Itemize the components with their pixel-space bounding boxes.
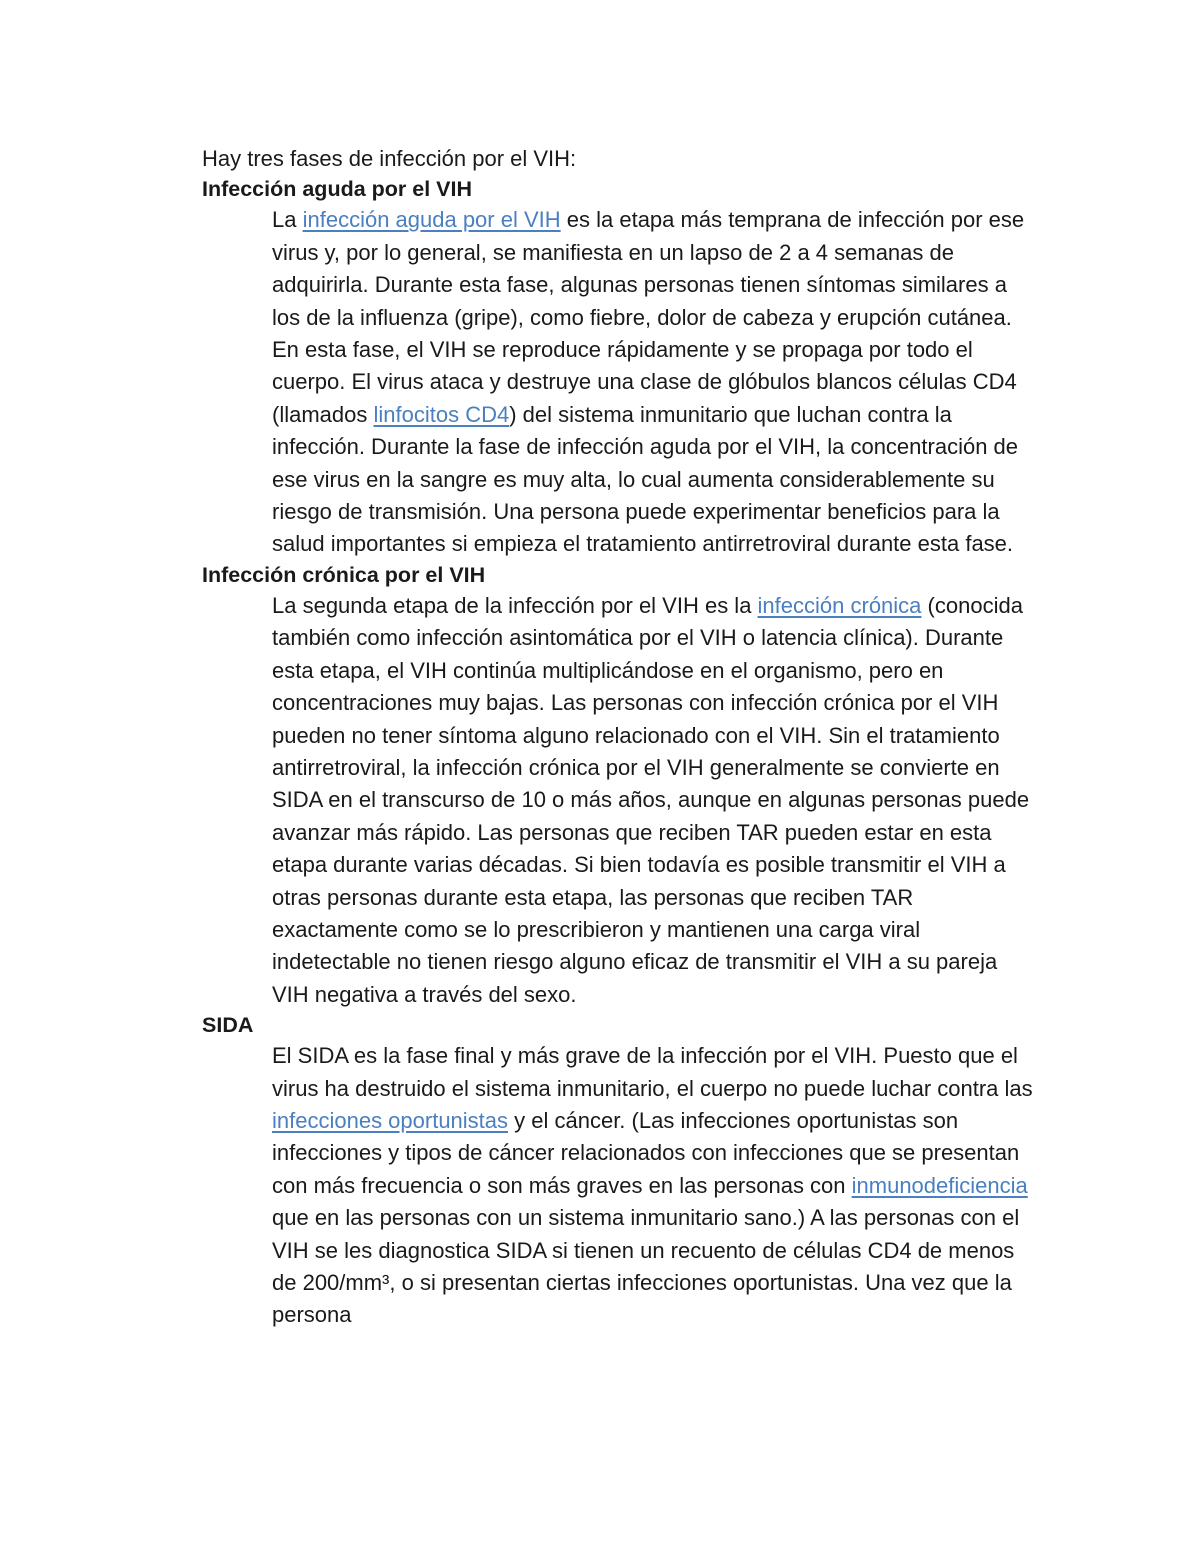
section-paragraph-sida <box>272 1040 1037 1332</box>
section-heading-acute: Infección aguda por el VIH <box>202 177 472 202</box>
section-heading-sida: SIDA <box>202 1013 254 1038</box>
link-infeccion-aguda[interactable]: infección aguda por el VIH <box>302 207 561 233</box>
paragraph-text: ) del sistema inmunitario que luchan contra la infección. Durante la fase de infección aguda por el VIH, la concentración de ese virus en la sangre es muy alta, lo cual aumenta considerablemente su riesgo de transmisión. Una persona puede experimentar beneficios para la salud importantes si empieza el tratamiento antirretroviral durante esta fase. <box>272 401 1019 557</box>
paragraph-text: La <box>272 207 303 233</box>
document-body <box>202 143 1042 1332</box>
intro-text: Hay tres fases de infección por el VIH: <box>202 146 577 171</box>
paragraph-text: y el cáncer. (Las infecciones oportunistas son infecciones y tipos de cáncer relacionados con infecciones que se presentan con más frecuencia o son más graves en las personas con <box>272 1107 1020 1198</box>
section-chronic <box>202 561 1042 1011</box>
link-inmunodeficiencia[interactable]: inmunodeficiencia <box>851 1172 1028 1198</box>
link-infeccion-cronica[interactable]: infección crónica <box>757 592 922 618</box>
section-heading-chronic: Infección crónica por el VIH <box>202 562 486 587</box>
link-linfocitos-cd4[interactable]: linfocitos CD4 <box>373 401 510 427</box>
section-acute <box>202 175 1042 560</box>
section-sida <box>202 1011 1042 1332</box>
paragraph-text: (conocida también como infección asintomática por el VIH o latencia clínica). Durante esta etapa, el VIH continúa multiplicándose en el organismo, pero en concentraciones muy bajas. Las personas con infección crónica por el VIH pueden no tener síntoma alguno relacionado con el VIH. Sin el tratamiento antirretroviral, la infección crónica por el VIH generalmente se convierte en SIDA en el transcurso de 10 o más años, aunque en algunas personas puede avanzar más rápido. Las personas que reciben TAR pueden estar en esta etapa durante varias décadas. Si bien todavía es posible transmitir el VIH a otras personas durante esta etapa, las personas que reciben TAR exactamente como se lo prescribieron y mantienen una carga viral indetectable no tienen riesgo alguno eficaz de transmitir el VIH a su pareja VIH negativa a través del sexo. <box>272 592 1030 1007</box>
paragraph-text: que en las personas con un sistema inmunitario sano.) A las personas con el VIH se les diagnostica SIDA si tienen un recuento de células CD4 de menos de 200/mm³, o si presentan ciertas infecciones oportunistas. Una vez que la persona <box>272 1205 1020 1328</box>
paragraph-text: es la etapa más temprana de infección por ese virus y, por lo general, se manifiesta en un lapso de 2 a 4 semanas de adquirirla. Durante esta fase, algunas personas tienen síntomas similares a los de la influenza (gripe), como fiebre, dolor de cabeza y erupción cutánea. En esta fase, el VIH se reproduce rápidamente y se propaga por todo el cuerpo. El virus ataca y destruye una clase de glóbulos blancos células CD4 (llamados <box>272 207 1025 427</box>
section-paragraph-chronic <box>272 590 1037 1011</box>
section-paragraph-acute <box>272 204 1037 560</box>
paragraph-text: La segunda etapa de la infección por el VIH es la <box>272 592 758 618</box>
paragraph-text: El SIDA es la fase final y más grave de la infección por el VIH. Puesto que el virus ha destruido el sistema inmunitario, el cuerpo no puede luchar contra las <box>272 1043 1033 1101</box>
link-infecciones-oportunistas[interactable]: infecciones oportunistas <box>272 1107 509 1133</box>
